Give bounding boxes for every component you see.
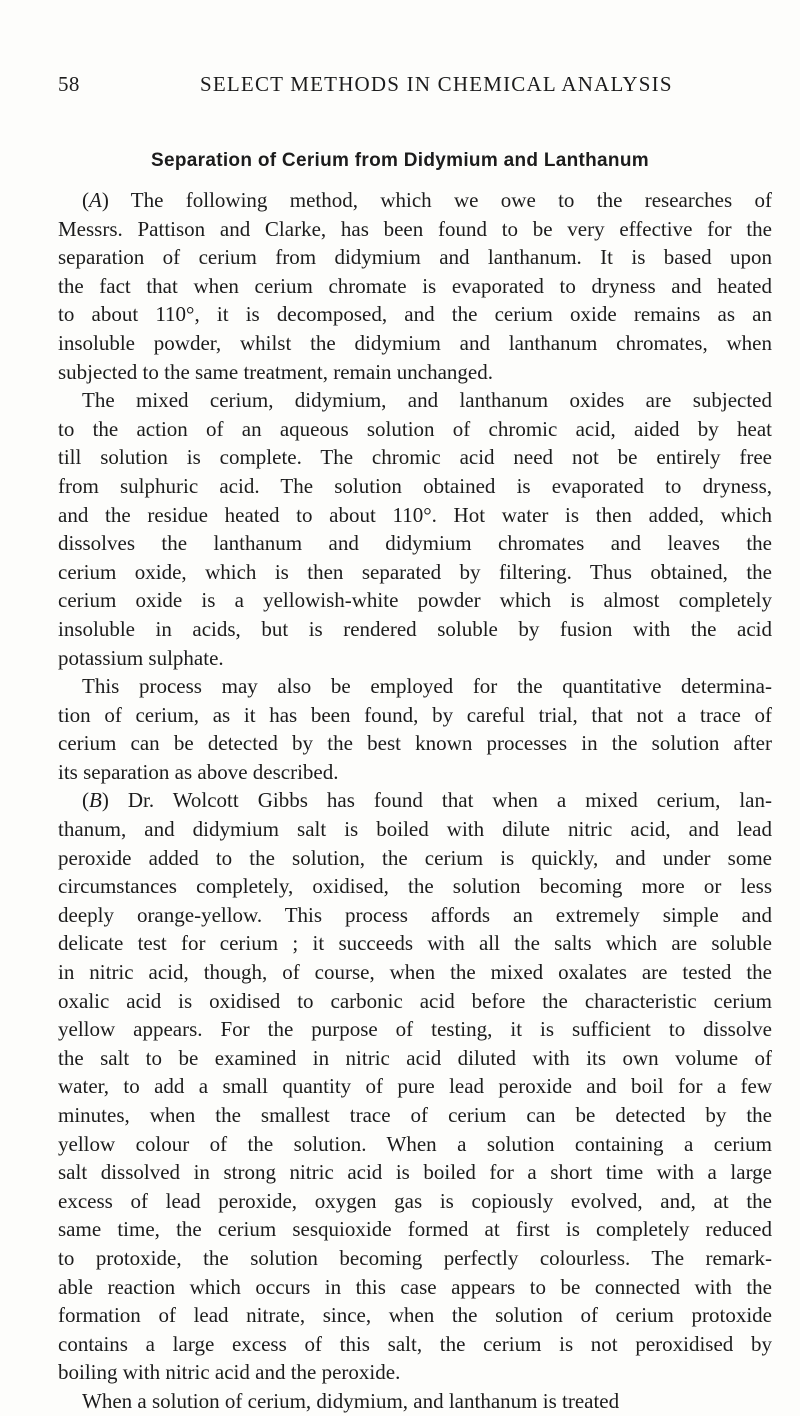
- page-number: 58: [58, 72, 80, 96]
- text-line: thanum, and didymium salt is boiled with dilute nitric acid, and lead: [58, 817, 772, 842]
- running-head: [58, 72, 772, 104]
- text-line: same time, the cerium sesquioxide formed at first is completely reduced: [58, 1217, 772, 1242]
- text-line: to protoxide, the solution becoming perfectly colourless. The remark-: [58, 1245, 772, 1270]
- text-line: contains a large excess of this salt, the cerium is not peroxidised by: [58, 1331, 772, 1356]
- text-line: formation of lead nitrate, since, when the solution of cerium protoxide: [58, 1303, 772, 1328]
- text-line: separation of cerium from didymium and lanthanum. It is based upon: [58, 245, 772, 270]
- text-line: dissolves the lanthanum and didymium chromates and leaves the: [58, 531, 772, 556]
- text-line: cerium oxide is a yellowish-white powder which is almost completely: [58, 588, 772, 613]
- text-line: from sulphuric acid. The solution obtained is evaporated to dryness,: [58, 473, 772, 498]
- text-line: and the residue heated to about 110°. Hot water is then added, which: [58, 502, 772, 527]
- section-heading: Separation of Cerium from Didymium and Lanthanum: [151, 150, 649, 171]
- text-line: salt dissolved in strong nitric acid is boiled for a short time with a large: [58, 1160, 772, 1185]
- text-line: yellow colour of the solution. When a solution containing a cerium: [58, 1131, 772, 1156]
- text-line: to about 110°, it is decomposed, and the cerium oxide remains as an: [58, 302, 772, 327]
- text-line: able reaction which occurs in this case appears to be connected with the: [58, 1274, 772, 1299]
- text-line: circumstances completely, oxidised, the solution becoming more or less: [58, 874, 772, 899]
- paragraph: [58, 386, 772, 672]
- text-line: The mixed cerium, didymium, and lanthanum oxides are subjected: [82, 388, 772, 413]
- text-line: cerium oxide, which is then separated by filtering. Thus obtained, the: [58, 559, 772, 584]
- text-line: tion of cerium, as it has been found, by careful trial, that not a trace of: [58, 702, 772, 727]
- text-line: Messrs. Pattison and Clarke, has been found to be very effective for the: [58, 216, 772, 241]
- text-line: oxalic acid is oxidised to carbonic acid before the characteristic cerium: [58, 988, 772, 1013]
- text-line: (A) The following method, which we owe to the researches of: [82, 188, 772, 212]
- text-line: till solution is complete. The chromic acid need not be entirely free: [58, 445, 772, 470]
- text-line: When a solution of cerium, didymium, and lanthanum is treated: [82, 1388, 620, 1413]
- text-line: cerium can be detected by the best known processes in the solution after: [58, 731, 772, 756]
- text-line: peroxide added to the solution, the cerium is quickly, and under some: [58, 845, 772, 870]
- paragraph: [58, 186, 772, 386]
- text-line: deeply orange-yellow. This process affords an extremely simple and: [58, 902, 772, 927]
- paragraph: [58, 672, 772, 786]
- text-line: boiling with nitric acid and the peroxide.: [58, 1360, 401, 1385]
- text-line: insoluble in acids, but is rendered soluble by fusion with the acid: [58, 616, 772, 641]
- text-line: subjected to the same treatment, remain unchanged.: [58, 359, 494, 384]
- text-line: yellow appears. For the purpose of testing, it is sufficient to dissolve: [58, 1017, 772, 1042]
- paragraph: [58, 1387, 772, 1416]
- paragraph-label: (B): [82, 788, 128, 813]
- text-line: water, to add a small quantity of pure lead peroxide and boil for a few: [58, 1074, 772, 1099]
- running-title: SELECT METHODS IN CHEMICAL ANALYSIS: [200, 72, 673, 96]
- text-line: the salt to be examined in nitric acid diluted with its own volume of: [58, 1045, 772, 1070]
- text-line: insoluble powder, whilst the didymium and lanthanum chromates, when: [58, 330, 772, 355]
- text-line: delicate test for cerium ; it succeeds with all the salts which are soluble: [58, 931, 772, 956]
- text-line: to the action of an aqueous solution of chromic acid, aided by heat: [58, 416, 772, 441]
- text-line: the fact that when cerium chromate is evaporated to dryness and heated: [58, 273, 772, 298]
- text-line: its separation as above described.: [58, 759, 339, 784]
- paragraph-label: (A): [82, 188, 131, 212]
- text-line: in nitric acid, though, of course, when the mixed oxalates are tested the: [58, 960, 772, 985]
- text-line: This process may also be employed for the quantitative determina-: [82, 674, 772, 699]
- text-line: excess of lead peroxide, oxygen gas is copiously evolved, and, at the: [58, 1188, 772, 1213]
- text-line: (B) Dr. Wolcott Gibbs has found that when a mixed cerium, lan-: [82, 788, 772, 813]
- body-text: [58, 186, 772, 1416]
- text-line: minutes, when the smallest trace of cerium can be detected by the: [58, 1103, 772, 1127]
- text-line: potassium sulphate.: [58, 645, 224, 670]
- paragraph: [58, 786, 772, 1386]
